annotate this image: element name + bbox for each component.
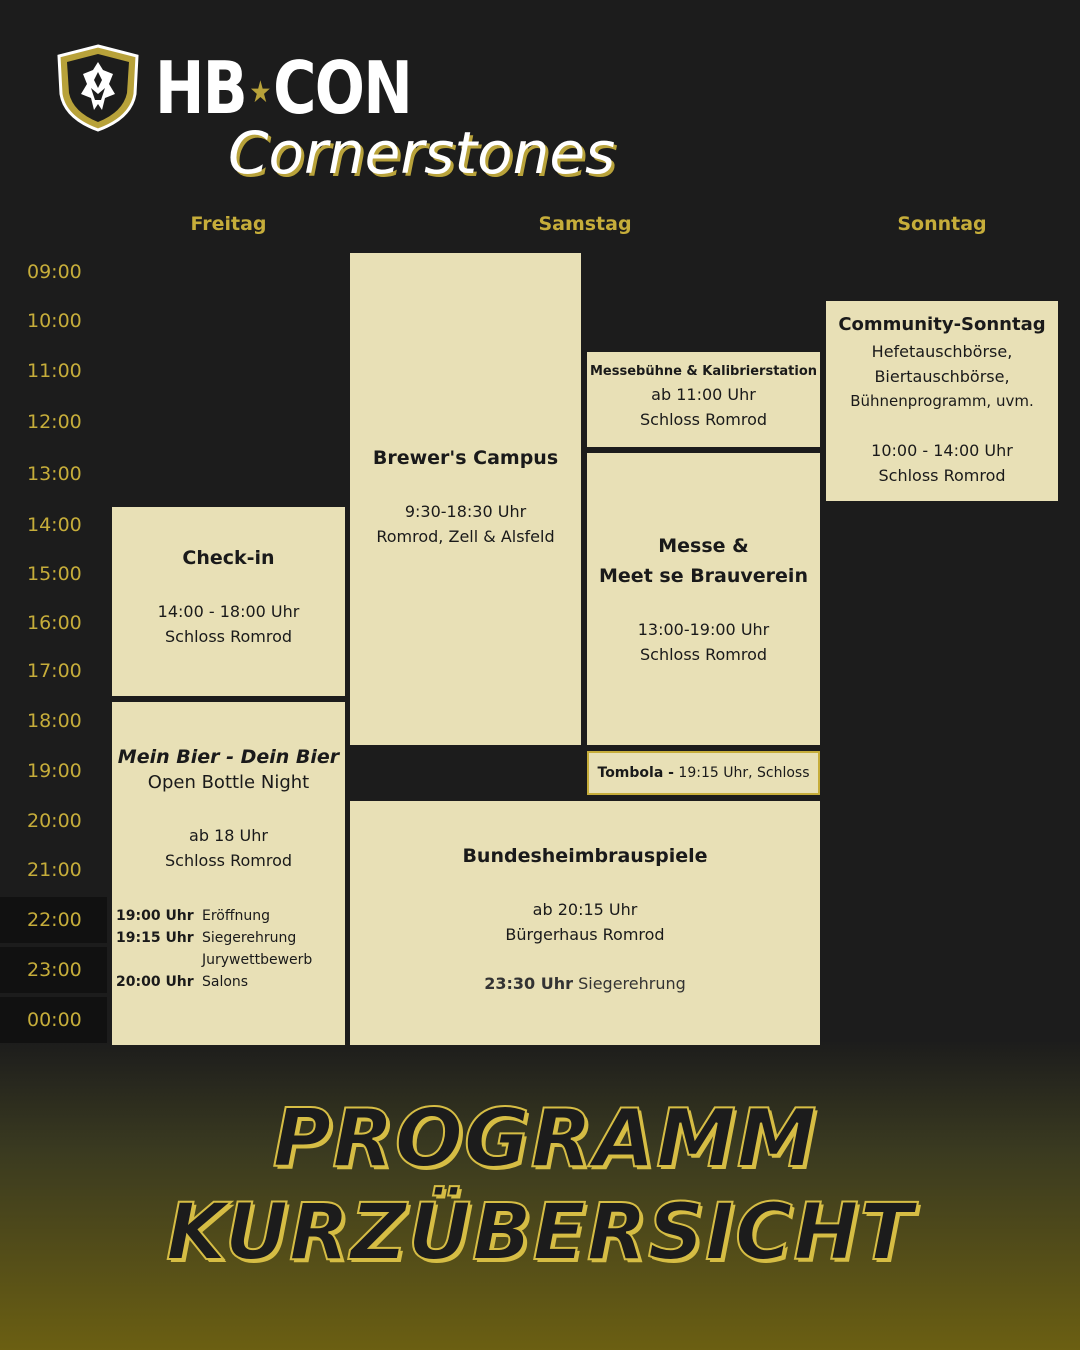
- event-subtitle: Open Bottle Night: [147, 772, 310, 793]
- event-tombola: [587, 751, 820, 795]
- event-title-2: Meet se Brauverein: [599, 565, 808, 587]
- brand-left: HB: [155, 46, 247, 130]
- event-title: Community-Sonntag: [838, 314, 1046, 335]
- day-header-saturday: Samstag: [538, 213, 632, 235]
- time-label: 17:00: [27, 660, 82, 682]
- event-time: ab 18 Uhr: [189, 826, 268, 845]
- schedule-row: 19:15 Uhr Siegerehrung: [116, 930, 297, 946]
- event-line: Biertauschbörse,: [874, 367, 1010, 386]
- event-community-sonntag: [826, 301, 1058, 501]
- event-title-1: Messe &: [658, 535, 749, 557]
- time-label: 16:00: [27, 612, 82, 634]
- time-label: 13:00: [27, 463, 82, 485]
- event-place: Romrod, Zell & Alsfeld: [376, 527, 555, 546]
- event-place: Schloss Romrod: [639, 645, 768, 664]
- event-place: Schloss Romrod: [164, 627, 293, 646]
- time-label: 11:00: [27, 360, 82, 382]
- event-time: 10:00 - 14:00 Uhr: [871, 441, 1013, 460]
- time-label: 21:00: [27, 859, 82, 881]
- star-icon: ★: [249, 75, 270, 111]
- hop-shield-icon: [55, 44, 141, 132]
- headline-line-1: PROGRAMM: [272, 1092, 818, 1185]
- event-detail: 19:15 Uhr, Schloss: [678, 765, 810, 781]
- time-label: 09:00: [27, 261, 82, 283]
- event-messebuehne: [587, 352, 820, 447]
- event-place: Schloss Romrod: [639, 410, 768, 429]
- event-time: 14:00 - 18:00 Uhr: [157, 602, 300, 621]
- time-label: 18:00: [27, 710, 82, 732]
- event-open-bottle-night: [112, 702, 345, 1045]
- event-schedule: [116, 905, 312, 993]
- time-label: 23:00: [0, 947, 107, 993]
- time-label: 15:00: [27, 563, 82, 585]
- event-title: Bundesheimbrauspiele: [462, 845, 708, 867]
- event-title: Mein Bier - Dein Bier: [117, 746, 340, 768]
- time-label: 19:00: [27, 760, 82, 782]
- event-title: Tombola -: [597, 765, 674, 781]
- schedule-row: Jurywettbewerb: [202, 952, 313, 968]
- event-time: 9:30-18:30 Uhr: [404, 502, 527, 521]
- event-time: ab 11:00 Uhr: [651, 385, 756, 404]
- event-title: Check-in: [182, 547, 275, 569]
- schedule-row: 19:00 Uhr Eröffnung: [116, 908, 271, 924]
- day-header-sunday: Sonntag: [897, 213, 987, 235]
- event-bundesheimbrauspiele: [350, 801, 820, 1045]
- time-label: 12:00: [27, 411, 82, 433]
- time-label: 10:00: [27, 310, 82, 332]
- event-award: 23:30 Uhr Siegerehrung: [484, 974, 686, 993]
- event-place: Bürgerhaus Romrod: [505, 925, 665, 944]
- event-time: ab 20:15 Uhr: [532, 900, 638, 919]
- subtitle: Cornerstones: [228, 119, 616, 187]
- event-line: Hefetauschbörse,: [871, 342, 1013, 361]
- event-title: Messebühne & Kalibrierstation: [589, 364, 818, 379]
- event-title: Brewer's Campus: [372, 447, 559, 469]
- day-header-friday: Freitag: [190, 213, 267, 235]
- event-messe: [587, 453, 820, 745]
- event-place: Schloss Romrod: [878, 466, 1006, 485]
- event-brewers-campus: [350, 253, 581, 745]
- event-line: Bühnenprogramm, uvm.: [850, 392, 1034, 410]
- event-time: 13:00-19:00 Uhr: [637, 620, 770, 639]
- time-label: 22:00: [0, 897, 107, 943]
- schedule-row: 20:00 Uhr Salons: [116, 974, 249, 990]
- time-label: 14:00: [27, 514, 82, 536]
- headline-line-2: KURZÜBERSICHT: [166, 1188, 914, 1278]
- time-label: 20:00: [27, 810, 82, 832]
- event-checkin: [112, 507, 345, 696]
- event-place: Schloss Romrod: [164, 851, 293, 870]
- time-label: 00:00: [0, 997, 107, 1043]
- brand-right: CON: [273, 46, 412, 130]
